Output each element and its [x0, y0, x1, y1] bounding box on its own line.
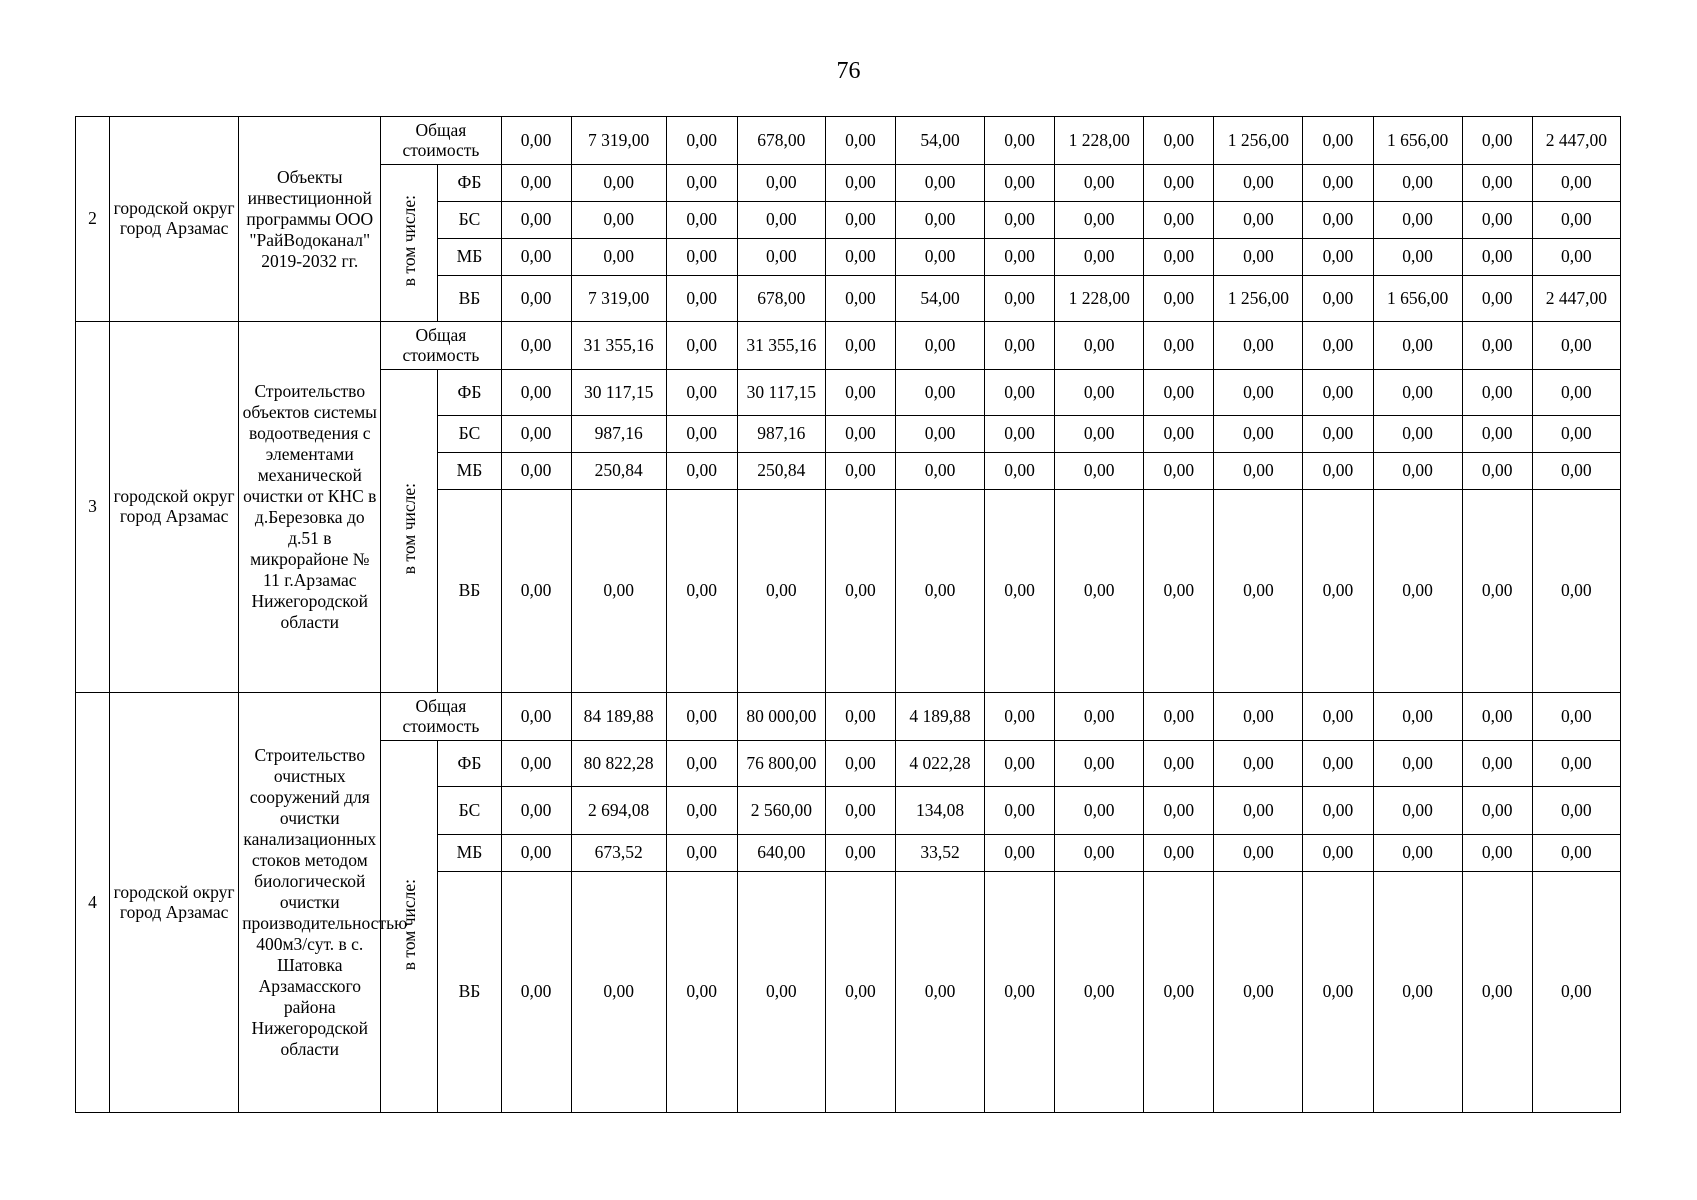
source-value-cell: 0,00 [1144, 276, 1214, 322]
source-value-cell: 0,00 [1303, 370, 1373, 416]
source-value-cell: 0,00 [666, 741, 737, 787]
total-value-cell: 80 000,00 [737, 693, 825, 741]
total-value-cell: 0,00 [1055, 693, 1144, 741]
source-value-cell: 80 822,28 [571, 741, 666, 787]
total-value-cell: 0,00 [985, 322, 1055, 370]
total-value-cell: 0,00 [1303, 322, 1373, 370]
source-value-cell: 0,00 [1532, 202, 1620, 239]
source-value-cell: 30 117,15 [737, 370, 825, 416]
total-value-cell: 31 355,16 [737, 322, 825, 370]
source-value-cell: 0,00 [737, 165, 825, 202]
source-value-cell: 0,00 [825, 416, 895, 453]
source-value-cell: 0,00 [1462, 370, 1532, 416]
total-value-cell: 0,00 [666, 322, 737, 370]
source-value-cell: 0,00 [895, 202, 984, 239]
source-value-cell: 987,16 [571, 416, 666, 453]
source-value-cell: 0,00 [825, 741, 895, 787]
source-value-cell: 0,00 [895, 453, 984, 490]
funding-source-code: МБ [438, 239, 501, 276]
source-value-cell: 0,00 [1214, 872, 1303, 1113]
source-value-cell: 0,00 [895, 872, 984, 1113]
source-value-cell: 0,00 [501, 202, 571, 239]
source-value-cell: 0,00 [985, 872, 1055, 1113]
source-value-cell: 0,00 [895, 165, 984, 202]
total-value-cell: 1 228,00 [1055, 117, 1144, 165]
source-value-cell: 0,00 [571, 239, 666, 276]
source-value-cell: 0,00 [1373, 239, 1462, 276]
source-value-cell: 0,00 [501, 276, 571, 322]
source-value-cell: 0,00 [1373, 872, 1462, 1113]
source-value-cell: 0,00 [1055, 835, 1144, 872]
source-value-cell: 0,00 [985, 835, 1055, 872]
total-value-cell: 0,00 [1144, 693, 1214, 741]
source-value-cell: 0,00 [571, 490, 666, 693]
source-value-cell: 0,00 [1373, 370, 1462, 416]
source-value-cell: 0,00 [1214, 787, 1303, 835]
object-description: Объекты инвестиционной программы ООО "РайВодоканал" 2019-2032 гг. [239, 117, 381, 322]
total-value-cell: 0,00 [501, 117, 571, 165]
source-value-cell: 0,00 [1532, 416, 1620, 453]
source-value-cell: 0,00 [1144, 490, 1214, 693]
source-value-cell: 0,00 [1214, 490, 1303, 693]
source-value-cell: 0,00 [1303, 741, 1373, 787]
source-value-cell: 0,00 [1373, 453, 1462, 490]
source-value-cell: 0,00 [1144, 165, 1214, 202]
source-value-cell: 0,00 [1462, 787, 1532, 835]
source-value-cell: 0,00 [1462, 276, 1532, 322]
source-value-cell: 0,00 [825, 276, 895, 322]
source-value-cell: 0,00 [666, 787, 737, 835]
source-value-cell: 0,00 [501, 490, 571, 693]
source-value-cell: 0,00 [1462, 453, 1532, 490]
source-value-cell: 0,00 [1144, 872, 1214, 1113]
total-value-cell: 0,00 [501, 322, 571, 370]
source-value-cell: 0,00 [1373, 835, 1462, 872]
source-value-cell: 0,00 [825, 787, 895, 835]
source-value-cell: 0,00 [985, 239, 1055, 276]
total-value-cell: 0,00 [501, 693, 571, 741]
source-value-cell: 0,00 [1055, 741, 1144, 787]
source-value-cell: 0,00 [825, 202, 895, 239]
municipality-cell: городской округ город Арзамас [110, 117, 239, 322]
object-description: Строительство объектов системы водоотведения с элементами механической очистки от КНС в д.Березовка до д.51 в микрорайоне № 11 г.Арзамас Нижегородской области [239, 322, 381, 693]
source-value-cell: 2 560,00 [737, 787, 825, 835]
source-value-cell: 0,00 [1055, 202, 1144, 239]
source-value-cell: 0,00 [1373, 787, 1462, 835]
funding-source-code: ФБ [438, 165, 501, 202]
source-value-cell: 0,00 [1055, 872, 1144, 1113]
source-value-cell: 0,00 [985, 741, 1055, 787]
source-value-cell: 0,00 [666, 416, 737, 453]
source-value-cell: 0,00 [1532, 239, 1620, 276]
funding-source-code: ВБ [438, 276, 501, 322]
source-value-cell: 0,00 [1144, 416, 1214, 453]
total-value-cell: 0,00 [666, 117, 737, 165]
source-value-cell: 0,00 [1373, 416, 1462, 453]
total-value-cell: 0,00 [1214, 693, 1303, 741]
source-value-cell: 0,00 [1214, 370, 1303, 416]
source-value-cell: 0,00 [985, 165, 1055, 202]
municipality-cell: городской округ город Арзамас [110, 322, 239, 693]
source-value-cell: 0,00 [1462, 416, 1532, 453]
source-value-cell: 673,52 [571, 835, 666, 872]
funding-table [75, 116, 1621, 1113]
source-value-cell: 0,00 [1373, 202, 1462, 239]
source-value-cell: 0,00 [895, 416, 984, 453]
source-value-cell: 0,00 [825, 165, 895, 202]
source-value-cell: 0,00 [737, 239, 825, 276]
source-value-cell: 0,00 [501, 741, 571, 787]
source-value-cell: 0,00 [1462, 202, 1532, 239]
table-row-total [76, 117, 1621, 165]
source-value-cell: 0,00 [1462, 872, 1532, 1113]
source-value-cell: 0,00 [1055, 416, 1144, 453]
total-value-cell: 0,00 [1462, 117, 1532, 165]
source-value-cell: 0,00 [1214, 202, 1303, 239]
source-value-cell: 0,00 [1532, 872, 1620, 1113]
source-value-cell: 0,00 [571, 165, 666, 202]
source-value-cell: 0,00 [825, 453, 895, 490]
source-value-cell: 76 800,00 [737, 741, 825, 787]
total-value-cell: 678,00 [737, 117, 825, 165]
source-value-cell: 0,00 [1462, 239, 1532, 276]
row-number: 4 [76, 693, 110, 1113]
source-value-cell: 0,00 [1303, 165, 1373, 202]
source-value-cell: 0,00 [737, 872, 825, 1113]
source-value-cell: 0,00 [1303, 202, 1373, 239]
source-value-cell: 7 319,00 [571, 276, 666, 322]
including-label-cell [381, 165, 438, 322]
source-value-cell: 2 447,00 [1532, 276, 1620, 322]
total-value-cell: 31 355,16 [571, 322, 666, 370]
source-value-cell: 0,00 [825, 370, 895, 416]
table-row-total [76, 322, 1621, 370]
total-value-cell: 0,00 [1532, 322, 1620, 370]
source-value-cell: 2 694,08 [571, 787, 666, 835]
source-value-cell: 0,00 [1214, 835, 1303, 872]
including-label: в том числе: [398, 878, 419, 970]
source-value-cell: 0,00 [825, 835, 895, 872]
row-number: 3 [76, 322, 110, 693]
source-value-cell: 0,00 [1303, 872, 1373, 1113]
source-value-cell: 0,00 [501, 872, 571, 1113]
source-value-cell: 0,00 [1214, 416, 1303, 453]
source-value-cell: 0,00 [666, 202, 737, 239]
total-value-cell: 0,00 [666, 693, 737, 741]
source-value-cell: 0,00 [985, 787, 1055, 835]
source-value-cell: 0,00 [1144, 741, 1214, 787]
total-value-cell: 0,00 [1373, 693, 1462, 741]
total-value-cell: 1 256,00 [1214, 117, 1303, 165]
source-value-cell: 0,00 [985, 202, 1055, 239]
source-value-cell: 640,00 [737, 835, 825, 872]
source-value-cell: 0,00 [1055, 453, 1144, 490]
source-value-cell: 250,84 [737, 453, 825, 490]
source-value-cell: 0,00 [501, 453, 571, 490]
total-value-cell: 7 319,00 [571, 117, 666, 165]
total-value-cell: 0,00 [1462, 693, 1532, 741]
total-value-cell: 0,00 [825, 322, 895, 370]
total-value-cell: 0,00 [825, 117, 895, 165]
source-value-cell: 0,00 [1303, 453, 1373, 490]
source-value-cell: 0,00 [1373, 165, 1462, 202]
source-value-cell: 0,00 [1532, 490, 1620, 693]
total-value-cell: 0,00 [1373, 322, 1462, 370]
source-value-cell: 134,08 [895, 787, 984, 835]
source-value-cell: 0,00 [1303, 490, 1373, 693]
total-value-cell: 0,00 [1055, 322, 1144, 370]
total-value-cell: 0,00 [1144, 117, 1214, 165]
source-value-cell: 0,00 [1532, 787, 1620, 835]
total-value-cell: 0,00 [1303, 693, 1373, 741]
source-value-cell: 0,00 [501, 165, 571, 202]
source-value-cell: 0,00 [1303, 276, 1373, 322]
source-value-cell: 0,00 [1144, 453, 1214, 490]
source-value-cell: 0,00 [666, 370, 737, 416]
source-value-cell: 4 022,28 [895, 741, 984, 787]
source-value-cell: 0,00 [666, 276, 737, 322]
total-value-cell: 0,00 [1532, 693, 1620, 741]
source-value-cell: 0,00 [666, 835, 737, 872]
row-number: 2 [76, 117, 110, 322]
funding-table-body [76, 117, 1621, 1113]
source-value-cell: 30 117,15 [571, 370, 666, 416]
source-value-cell: 0,00 [501, 416, 571, 453]
funding-source-code: БС [438, 416, 501, 453]
source-value-cell: 0,00 [1303, 416, 1373, 453]
source-value-cell: 0,00 [1055, 787, 1144, 835]
source-value-cell: 0,00 [737, 490, 825, 693]
source-value-cell: 0,00 [1055, 490, 1144, 693]
source-value-cell: 0,00 [501, 787, 571, 835]
source-value-cell: 0,00 [1462, 835, 1532, 872]
source-value-cell: 0,00 [1144, 239, 1214, 276]
source-value-cell: 0,00 [666, 165, 737, 202]
source-value-cell: 1 256,00 [1214, 276, 1303, 322]
funding-source-code: ФБ [438, 370, 501, 416]
source-value-cell: 0,00 [895, 239, 984, 276]
source-value-cell: 0,00 [1532, 835, 1620, 872]
source-value-cell: 0,00 [737, 202, 825, 239]
source-value-cell: 0,00 [895, 370, 984, 416]
page-number: 76 [836, 58, 861, 84]
total-value-cell: 54,00 [895, 117, 984, 165]
total-value-cell: 0,00 [1462, 322, 1532, 370]
source-value-cell: 0,00 [1214, 741, 1303, 787]
source-value-cell: 0,00 [895, 490, 984, 693]
source-value-cell: 0,00 [1144, 835, 1214, 872]
source-value-cell: 0,00 [1144, 370, 1214, 416]
source-value-cell: 0,00 [1462, 741, 1532, 787]
source-value-cell: 0,00 [501, 370, 571, 416]
total-value-cell: 4 189,88 [895, 693, 984, 741]
source-value-cell: 250,84 [571, 453, 666, 490]
source-value-cell: 0,00 [1303, 787, 1373, 835]
municipality-cell: городской округ город Арзамас [110, 693, 239, 1113]
source-value-cell: 0,00 [1055, 370, 1144, 416]
including-label-cell [381, 370, 438, 693]
source-value-cell: 1 228,00 [1055, 276, 1144, 322]
funding-source-code: ВБ [438, 490, 501, 693]
including-label: в том числе: [398, 483, 419, 575]
funding-source-code: ФБ [438, 741, 501, 787]
total-value-cell: 1 656,00 [1373, 117, 1462, 165]
source-value-cell: 54,00 [895, 276, 984, 322]
total-value-cell: 0,00 [895, 322, 984, 370]
source-value-cell: 0,00 [1373, 490, 1462, 693]
source-value-cell: 0,00 [1214, 239, 1303, 276]
total-value-cell: 2 447,00 [1532, 117, 1620, 165]
total-value-cell: 84 189,88 [571, 693, 666, 741]
source-value-cell: 678,00 [737, 276, 825, 322]
table-row-total [76, 693, 1621, 741]
source-value-cell: 0,00 [1214, 453, 1303, 490]
source-value-cell: 0,00 [825, 490, 895, 693]
source-value-cell: 0,00 [1144, 787, 1214, 835]
source-value-cell: 0,00 [666, 453, 737, 490]
source-value-cell: 0,00 [985, 490, 1055, 693]
source-value-cell: 0,00 [571, 202, 666, 239]
total-cost-label: Общая стоимость [381, 322, 501, 370]
source-value-cell: 0,00 [1055, 165, 1144, 202]
total-value-cell: 0,00 [1214, 322, 1303, 370]
source-value-cell: 0,00 [985, 370, 1055, 416]
source-value-cell: 0,00 [1532, 741, 1620, 787]
total-cost-label: Общая стоимость [381, 117, 501, 165]
including-label: в том числе: [398, 195, 419, 287]
source-value-cell: 0,00 [1303, 835, 1373, 872]
total-cost-label: Общая стоимость [381, 693, 501, 741]
total-value-cell: 0,00 [825, 693, 895, 741]
source-value-cell: 0,00 [666, 872, 737, 1113]
source-value-cell: 0,00 [1532, 453, 1620, 490]
source-value-cell: 0,00 [1303, 239, 1373, 276]
source-value-cell: 0,00 [1462, 490, 1532, 693]
source-value-cell: 0,00 [571, 872, 666, 1113]
source-value-cell: 0,00 [985, 276, 1055, 322]
funding-source-code: МБ [438, 453, 501, 490]
total-value-cell: 0,00 [1144, 322, 1214, 370]
funding-source-code: БС [438, 202, 501, 239]
source-value-cell: 0,00 [825, 239, 895, 276]
source-value-cell: 0,00 [1462, 165, 1532, 202]
total-value-cell: 0,00 [985, 117, 1055, 165]
source-value-cell: 0,00 [985, 453, 1055, 490]
object-description: Строительство очистных сооружений для очистки канализационных стоков методом биологической очистки производительностью 400м3/сут. в с. Шатовка Арзамасского района Нижегородской области [239, 693, 381, 1113]
source-value-cell: 0,00 [985, 416, 1055, 453]
source-value-cell: 0,00 [501, 835, 571, 872]
source-value-cell: 1 656,00 [1373, 276, 1462, 322]
source-value-cell: 987,16 [737, 416, 825, 453]
source-value-cell: 0,00 [1144, 202, 1214, 239]
source-value-cell: 0,00 [1373, 741, 1462, 787]
source-value-cell: 0,00 [1532, 165, 1620, 202]
source-value-cell: 0,00 [1214, 165, 1303, 202]
source-value-cell: 33,52 [895, 835, 984, 872]
source-value-cell: 0,00 [501, 239, 571, 276]
source-value-cell: 0,00 [1055, 239, 1144, 276]
source-value-cell: 0,00 [666, 490, 737, 693]
total-value-cell: 0,00 [985, 693, 1055, 741]
source-value-cell: 0,00 [825, 872, 895, 1113]
funding-source-code: МБ [438, 835, 501, 872]
total-value-cell: 0,00 [1303, 117, 1373, 165]
funding-source-code: БС [438, 787, 501, 835]
source-value-cell: 0,00 [666, 239, 737, 276]
source-value-cell: 0,00 [1532, 370, 1620, 416]
funding-source-code: ВБ [438, 872, 501, 1113]
